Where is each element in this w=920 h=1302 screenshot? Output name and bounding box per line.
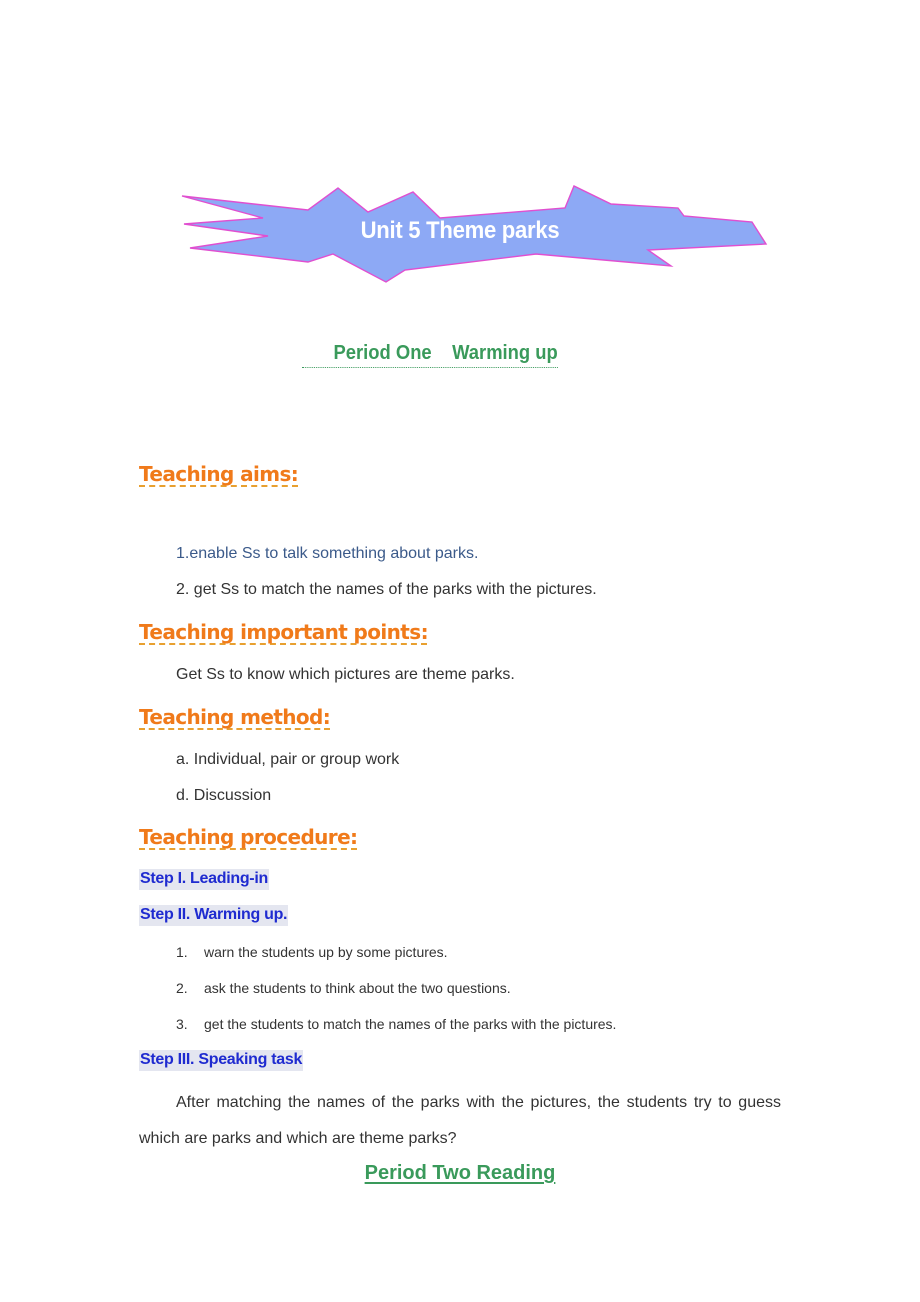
step-2-title: Step II. Warming up. — [139, 905, 288, 926]
item-text: warn the students up by some pictures. — [204, 944, 448, 960]
step-2-item-1 — [176, 944, 448, 960]
teaching-aims-heading: Teaching aims: — [139, 462, 299, 486]
step-3-paragraph: After matching the names of the parks with the pictures, the students try to guess which are parks and which are theme parks? — [139, 1094, 781, 1147]
teaching-procedure-heading: Teaching procedure: — [139, 825, 358, 849]
important-points-heading: Teaching important points: — [139, 620, 428, 644]
period-one-title — [34, 342, 880, 368]
important-points-text: Get Ss to know which pictures are theme parks. — [176, 666, 515, 683]
step-2-item-3 — [176, 1016, 616, 1032]
step-3-title: Step III. Speaking task — [139, 1050, 303, 1071]
aim-item-1: 1.enable Ss to talk something about parks. — [176, 545, 479, 562]
unit-title: Unit 5 Theme parks — [360, 217, 560, 244]
period-two-title: Period Two Reading — [364, 1162, 556, 1184]
method-item-2: d. Discussion — [176, 787, 272, 804]
aim-item-2: 2. get Ss to match the names of the parks with the pictures. — [176, 581, 597, 598]
method-item-1: a. Individual, pair or group work — [176, 751, 400, 768]
teaching-method-heading: Teaching method: — [139, 705, 331, 729]
item-number: 3. — [176, 1016, 188, 1032]
item-text: get the students to match the names of the parks with the pictures. — [204, 1016, 617, 1032]
period-one-text: Period One Warming up — [302, 342, 558, 368]
item-number: 2. — [176, 980, 188, 996]
item-text: ask the students to think about the two questions. — [204, 980, 511, 996]
item-number: 1. — [176, 944, 188, 960]
step-2-item-2 — [176, 980, 511, 996]
step-1-title: Step I. Leading-in — [139, 869, 269, 890]
